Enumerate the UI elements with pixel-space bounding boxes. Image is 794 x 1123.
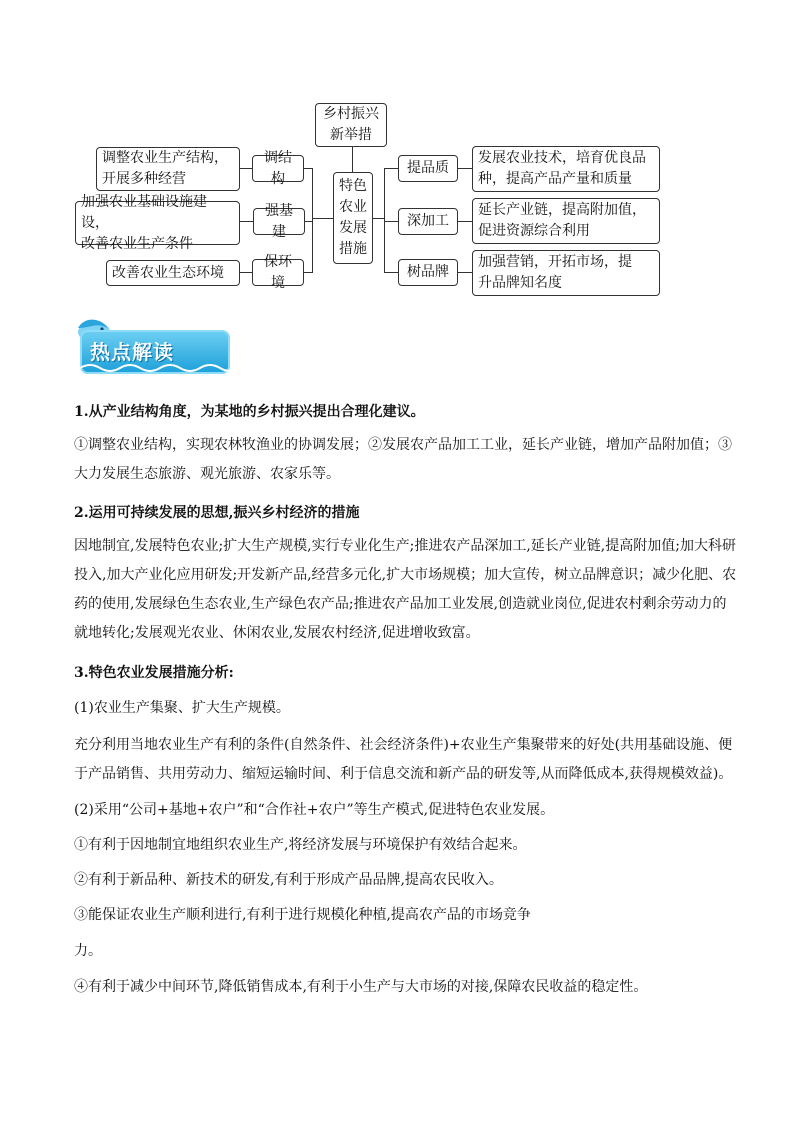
section-1-body: ①调整农业结构，实现农林牧渔业的协调发展；②发展农产品加工工业，延长产业链，增加产品附加值；③大力发展生态旅游、观光旅游、农家乐等。 xyxy=(74,437,732,482)
diagram-left-desc-1: 调整农业生产结构， 开展多种经营 xyxy=(96,147,240,191)
section-3-item-2-point-4: ④有利于减少中间环节,降低销售成本,有利于小生产与大市场的对接,保障农民收益的稳定性。 xyxy=(74,979,648,995)
diagram-left-label-1: 调结构 xyxy=(252,155,304,182)
diagram-right-desc-2: 延长产业链，提高附加值， 促进资源综合利用 xyxy=(472,198,660,244)
diagram-right-label-2: 深加工 xyxy=(398,208,458,235)
hotspot-banner xyxy=(74,316,230,378)
section-3-item-1: (1)农业生产集聚、扩大生产规模。 xyxy=(74,700,290,716)
diagram-right-desc-3: 加强营销，开拓市场，提 升品牌知名度 xyxy=(472,250,660,296)
diagram-right-label-1: 提品质 xyxy=(398,155,458,182)
concept-diagram xyxy=(0,0,794,310)
section-3-item-1-body: 充分利用当地农业生产有利的条件(自然条件、社会经济条件)+农业生产集聚带来的好处(共用基础设施、便于产品销售、共用劳动力、缩短运输时间、利于信息交流和新产品的研发等,从而降低成本,获得规模效益)。 xyxy=(74,737,733,782)
section-3-item-2-point-3: ③能保证农业生产顺利进行,有利于进行规模化种植,提高农产品的市场竞争 xyxy=(74,907,531,923)
section-3-item-2-point-3-cont: 力。 xyxy=(74,943,102,959)
section-3-item-2-point-2: ②有利于新品种、新技术的研发,有利于形成产品品牌,提高农民收入。 xyxy=(74,872,503,888)
diagram-left-desc-2: 加强农业基础设施建设， 改善农业生产条件 xyxy=(75,201,240,245)
diagram-left-label-2: 强基建 xyxy=(253,208,305,235)
section-2-heading: 2.运用可持续发展的思想,振兴乡村经济的措施 xyxy=(74,505,360,521)
wave-decoration-icon xyxy=(80,362,230,372)
diagram-right-desc-1: 发展农业技术，培育优良品 种，提高产品产量和质量 xyxy=(472,146,660,192)
section-3-heading: 3.特色农业发展措施分析: xyxy=(74,665,234,681)
diagram-left-label-3: 保环境 xyxy=(252,259,304,286)
section-3-item-2-point-1: ①有利于因地制宜地组织农业生产,将经济发展与环境保护有效结合起来。 xyxy=(74,837,527,853)
diagram-right-label-3: 树品牌 xyxy=(398,259,458,286)
section-1-heading: 1.从产业结构角度，为某地的乡村振兴提出合理化建议。 xyxy=(74,404,425,420)
diagram-center-top-box: 乡村振兴 新举措 xyxy=(315,103,387,147)
section-2-body: 因地制宜,发展特色农业;扩大生产规模,实行专业化生产;推进农产品深加工,延长产业链,提高附加值;加大科研投入,加大产业化应用研发;开发新产品,经营多元化,扩大市场规模；加大宣传，树立品牌意识；减少化肥、农药的使用,发展绿色生态农业,生产绿色农产品;推进农产品加工业发展,创造就业岗位,促进农村剩余劳动力的就地转化;发展观光农业、休闲农业,发展农村经济,促进增收致富。 xyxy=(74,538,737,641)
diagram-left-desc-3: 改善农业生态环境 xyxy=(106,260,240,286)
banner-title: 热点解读 xyxy=(90,340,174,364)
section-3-item-2: (2)采用“公司+基地+农户”和“合作社+农户”等生产模式,促进特色农业发展。 xyxy=(74,802,555,818)
diagram-center-main-box: 特色 农业 发展 措施 xyxy=(333,172,373,264)
